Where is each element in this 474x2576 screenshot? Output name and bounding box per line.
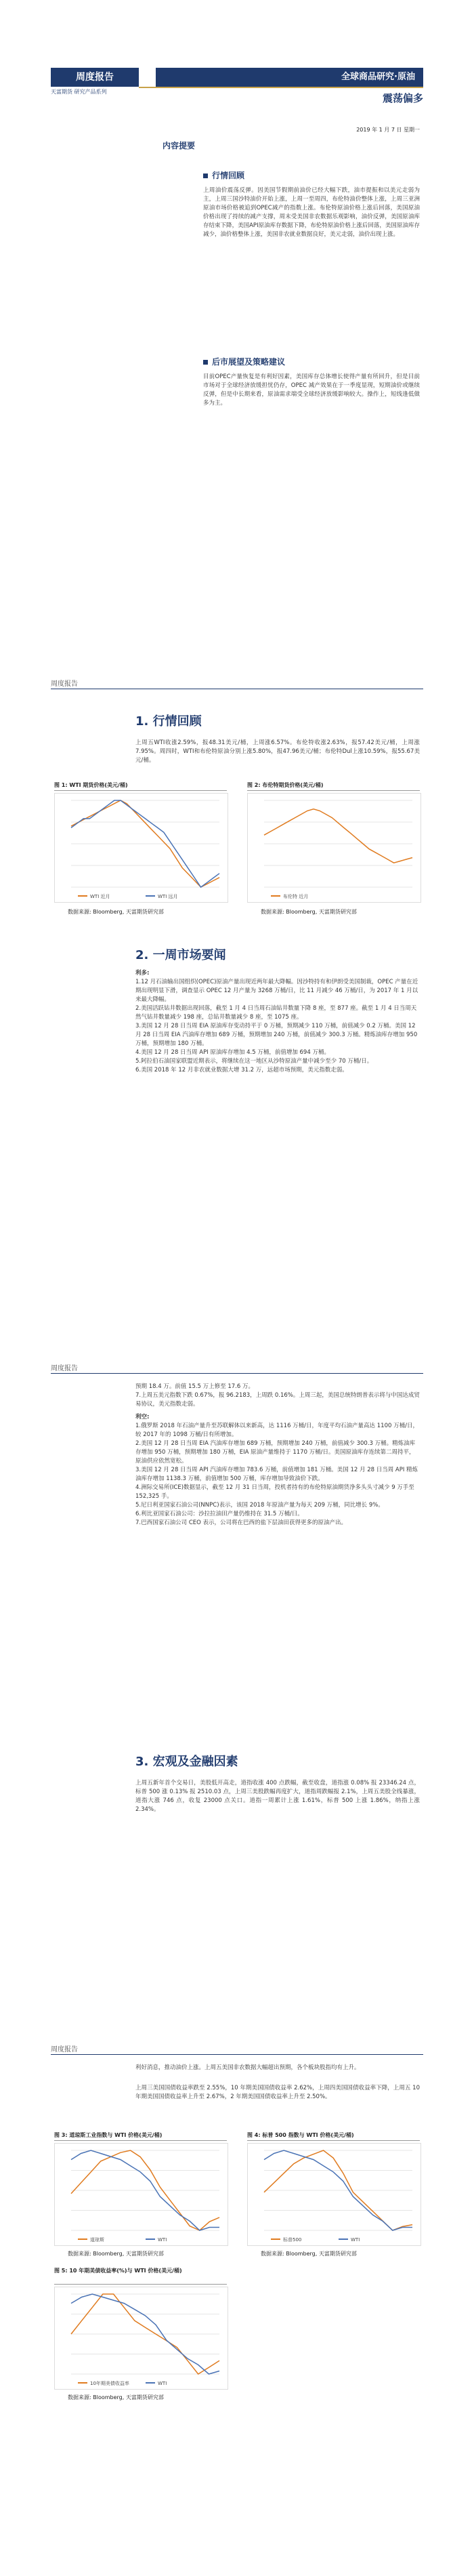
news-item: 1.俄罗斯 2018 年石油产量升至苏联解体以来新高，达 1116 万桶/日，年度平均石油产量高达 1100 万桶/日，较 2017 年的 1098 万桶/日有所增加。 xyxy=(135,1423,418,1438)
bearish-intro: 利空: xyxy=(135,1414,150,1420)
page-rule xyxy=(51,2054,423,2055)
legend-label: 道琼斯 xyxy=(90,2237,104,2243)
department-banner: 全球商品研究·原油 xyxy=(156,68,423,87)
legend-label: WTI 远月 xyxy=(158,894,178,899)
fig3-title: 图 3: 道琼斯工业指数与 WTI 价格(美元/桶) xyxy=(54,2132,163,2138)
fig3-rule xyxy=(54,2140,227,2141)
sp500-wti-chart xyxy=(247,2143,421,2246)
page-header: 周度报告 xyxy=(51,1365,78,1372)
fig3-source: 数据来源: Bloomberg, 天富期货研究部 xyxy=(68,2251,164,2257)
fig1-title: 图 1: WTI 期货价格(美元/桶) xyxy=(54,782,128,788)
lead-line: 预期 18.4 万。前值 15.5 万上修至 17.6 万。 xyxy=(135,1383,254,1390)
page-rule xyxy=(51,1373,423,1374)
review-text: 上周油价震荡反弹。因美国节假期前油价已经大幅下跌，油市提振和以美元走弱为主，上周三国沙特油价开始上涨，上周一至周四，布伦特油价整体上涨，上周三亚洲原油市场价格被追到OPEC减产的指数上涨。布伦特原油价格上涨后回落，美国原油价格出现了持续的减产支撑，周末受美国非农数据乐观影响，油价反弹，美国原油库存结束下降，美国API原油库存数据下降，布伦特原油价格上涨后回落，美国原油库存减少，油价格整体上涨，美国非农就业数据良好，美元走弱，油价出现上涨。 xyxy=(203,187,420,238)
section3-heading: 3. 宏观及金融因素 xyxy=(135,1755,238,1769)
news-item: 5.尼日利亚国家石油公司(NNPC)表示，该国 2018 年原油产量为每天 209 万桶，同比增长 9%。 xyxy=(135,1502,384,1509)
summary-heading: 内容提要 xyxy=(163,141,196,150)
news-item: 3.美国 12 月 28 日当周 API 汽油库存增加 783.6 万桶，前值增加 181 万桶。美国 12 月 28 日当周 API 精炼油库存增加 1138.3 万桶，前值增加 500 万桶，库存增加导致油价下跌。 xyxy=(135,1467,418,1482)
legend-label: WTI xyxy=(158,2237,167,2243)
section3-text: 上周五新年首个交易日，美股低开高走，道指收涨 400 点跌幅，截至收盘，道指涨 0.08% 报 23346.24 点，标普 500 涨 0.13% 报 2510.03 点，上周三美股跌幅再度扩大，道指周跌幅报 2.1%，上周五美股全线暴涨，道指大涨 746 点，收复 23000 点关口。道指一周累计上涨 1.61%，标普 500 上涨 1.86%，纳指上涨 2.34%。 xyxy=(135,1780,420,1813)
dow-wti-chart xyxy=(54,2143,228,2246)
review-block xyxy=(203,169,420,239)
page-header: 周度报告 xyxy=(51,2046,78,2053)
fig4-source: 数据来源: Bloomberg, 天富期货研究部 xyxy=(261,2251,357,2257)
news-item: 2.美国活跃钻井数据出现回落，截至 1 月 4 日当周石油钻井数量下降 8 座，至 877 座。截至 1 月 4 日当周天然气钻井数量减少 198 座，总钻井数量减少 8 座，至 1075 座。 xyxy=(135,1005,417,1021)
report-date: 2019 年 1 月 7 日 星期一 xyxy=(356,127,420,133)
section2b-body xyxy=(135,1383,420,1528)
section1-heading: 1. 行情回顾 xyxy=(135,714,202,729)
report-type-banner: 周度报告 xyxy=(51,68,139,87)
news-item: 3.美国 12 月 28 日当周 EIA 原油库存变动持平于 0 万桶，预期减少 110 万桶，前值减少 0.2 万桶。美国 12 月 28 日当周 EIA 汽油库存增加 689 万桶，预期增加 240 万桶，前值减少 300.3 万桶。精炼油库存增加 950 万桶，预期增加 180 万桶。 xyxy=(135,1023,419,1047)
legend-label: WTI 近月 xyxy=(90,894,110,899)
legend-label: 标普500 xyxy=(283,2237,302,2243)
fig4-rule xyxy=(247,2140,420,2141)
news-item: 5.阿拉伯石油国家联盟近期表示，将继续在这一地区从沙特原油产量中减少至少 70 万桶/日。 xyxy=(135,1058,373,1065)
fig5-source: 数据来源: Bloomberg, 天富期货研究部 xyxy=(68,2394,164,2400)
news-item: 1.12 月石油输出国组织(OPEC)原油产量出现近两年最大降幅。因沙特持有和伊朗受美国制裁，OPEC 产量在近期出现明显下滑，调查显示 OPEC 12 月产量为 3268 万桶/日，比 11 月减少 46 万桶/日，为 2017 年 1 月以来最大降幅。 xyxy=(135,979,418,1003)
section2-body xyxy=(135,969,420,1075)
section1-text: 上周五WTI收涨2.59%，报48.31美元/桶，上周涨6.57%。布伦特收涨2.63%，报57.42美元/桶，上周涨7.95%。周四时，WTI和布伦特原油分别上涨5.80%，报47.96美元/桶；布伦特Dul上涨10.59%，报55.67美元/桶。 xyxy=(135,739,420,764)
brent-price-chart xyxy=(247,793,421,903)
legend-label: WTI xyxy=(158,2381,167,2386)
report-title: 震荡偏多 xyxy=(382,92,423,104)
bullish-intro: 利多: xyxy=(135,970,150,977)
strategy-block xyxy=(203,356,420,408)
news-item: 6.利比亚国家石油公司：沙拉拉油田产量仍维持在 31.5 万桶/日。 xyxy=(135,1511,303,1517)
fig2-rule xyxy=(247,790,420,791)
fig1-source: 数据来源: Bloomberg, 天富期货研究部 xyxy=(68,909,164,915)
fig5-title: 图 5: 10 年期美债收益率(%)与 WTI 价格(美元/桶) xyxy=(54,2268,182,2274)
strategy-heading: 后市展望及策略建议 xyxy=(203,356,420,367)
legend-label: 10年期美债收益率 xyxy=(90,2381,129,2386)
news-item: 6.美国 2018 年 12 月非农就业数据大增 31.2 万，远超市场预期，美元指数走弱。 xyxy=(135,1067,348,1074)
bullet-icon xyxy=(203,173,208,178)
company-series: 天富期货 研究产品系列 xyxy=(51,89,107,95)
fig1-rule xyxy=(54,790,227,791)
header-divider xyxy=(139,87,423,88)
fig4-title: 图 4: 标普 500 指数与 WTI 价格(美元/桶) xyxy=(247,2132,354,2138)
news-item: 4.美国 12 月 28 日当周 API 原油库存增加 4.5 万桶，前值增加 694 万桶。 xyxy=(135,1049,330,1056)
section3-rates-text: 上周三美国国债收益率跌至 2.55%，10 年期美国国债收益率 2.62%，上周四美国国债收益率下降，上周五 10 年期美国国债收益率上升至 2.67%，2 年期美国国债收益率上升至 2.50%。 xyxy=(135,2085,420,2100)
treasury-wti-chart xyxy=(54,2287,228,2390)
bullet-icon xyxy=(203,360,208,365)
review-heading: 行情回顾 xyxy=(203,169,420,181)
fig5-rule xyxy=(54,2284,227,2285)
section3-lead: 利好消息，推动油价上涨。上周五美国非农数据大幅超出预期，各个板块股指均有上升。 xyxy=(135,2064,360,2071)
fig2-title: 图 2: 布伦特期货价格(美元/桶) xyxy=(247,782,324,788)
news-item: 4.洲际交易所(ICE)数据显示，截至 12 月 31 日当周，投机者持有的布伦特原油期货净多头头寸减少 9 万手至 152,325 手。 xyxy=(135,1484,416,1500)
strategy-text: 目前OPEC产量恢复是有利好因素，美国库存总体增长使得产量有所回升，但是目前市场对于全球经济放缓担忧仍存，OPEC 减产效果在于一季度显现，短期油价或继续反弹，但是中长期来看，原油需求端受全球经济放缓影响较大。操作上，短线逢低做多为主。 xyxy=(203,373,420,407)
page-header: 周度报告 xyxy=(51,680,78,688)
news-item: 7.巴西国家石油公司 CEO 表示，公司将在巴西的盐下层油田获得更多的原油产出。 xyxy=(135,1519,347,1526)
series-line-0 xyxy=(264,809,412,863)
lead-line: 7.上周五美元指数下跌 0.67%，报 96.2183，上周跌 0.16%。上周三起，美国总统特朗普表示将与中国达成贸易协议，美元指数走弱。 xyxy=(135,1392,420,1408)
legend-label: WTI xyxy=(351,2237,360,2243)
news-item: 2.美国 12 月 28 日当周 EIA 汽油库存增加 689 万桶，预期增加 240 万桶，前值减少 300.3 万桶。精炼油库存增加 950 万桶，预期增加 180 万桶，EIA 原油产量维持于 1170 万桶/日。美国原油库存连续第二周持平，原油供应依然宽松。 xyxy=(135,1440,416,1465)
section2-heading: 2. 一周市场要闻 xyxy=(135,948,226,962)
wti-price-chart xyxy=(54,793,228,903)
fig2-source: 数据来源: Bloomberg, 天富期货研究部 xyxy=(261,909,357,915)
legend-label: 布伦特 近月 xyxy=(283,894,309,899)
